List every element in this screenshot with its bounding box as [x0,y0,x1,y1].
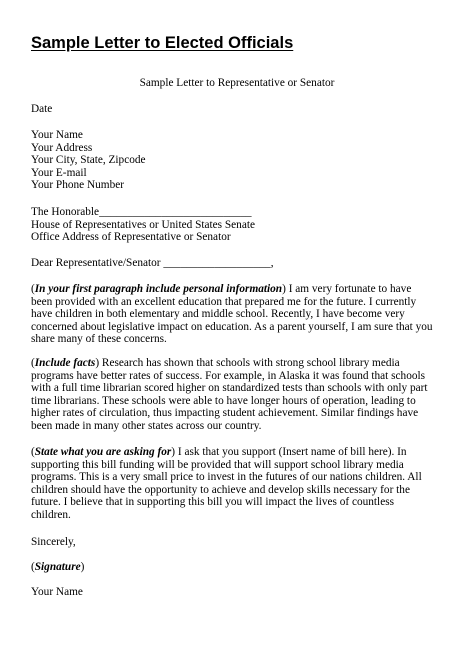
paragraph2-line: time librarians. These schools were able to have longer hours of operation, leading to [31,394,416,407]
sender-email: Your E-mail [31,166,87,179]
paragraph3-line: supporting this bill funding will be provided that will support school library media [31,458,404,471]
document-heading: Sample Letter to Elected Officials [31,34,294,52]
recipient-block [31,206,441,244]
recipient-honorable: The Honorable___________________________ [31,206,252,218]
paragraph1-tag: In your first paragraph include personal information [34,283,283,295]
paragraph3-close-paren: ) [171,446,176,458]
paragraph1-line: concerned about legislative impact on education. As a parent yourself, I am sure that you [31,320,433,333]
paragraph2-line: Research has shown that schools with strong school library media [99,357,400,369]
closing-text: Sincerely, [31,536,76,548]
paragraph-personal-information [31,283,437,346]
paragraph3-open-paren: ( [31,446,35,458]
sender-block [31,129,441,192]
sender-address: Your Address [31,141,93,154]
paragraph3-line: I ask that you support (Insert name of bill here). In [175,446,407,458]
paragraph2-line: been made in many other states across our country. [31,419,262,432]
sender-phone: Your Phone Number [31,179,124,192]
paragraph2-line: higher rates of circulation, thus impacting student achievement. Similar findings have [31,407,419,420]
paragraph2-line: programs have better rates of success. For example, in Alaska it was found that schools [31,369,426,382]
sender-city-state-zip: Your City, State, Zipcode [31,154,146,167]
salutation-line [31,257,441,270]
paragraph3-line: programs. This is a very small price to invest in the futures of our nations children. All [31,471,422,484]
date-line [31,103,441,116]
paragraph3-line: future. I believe that in supporting this bill you will impact the lives of countless [31,496,395,509]
salutation-text: Dear Representative/Senator ___________________, [31,257,274,269]
closing-line [31,536,441,549]
paragraph1-line: I am very fortunate to have [285,283,412,295]
sender-name: Your Name [31,129,83,141]
paragraph1-close-paren: ) [282,283,286,295]
signature-open-paren: ( [31,561,35,573]
paragraph2-close-paren: ) [95,357,100,369]
paragraph3-line: children. [31,508,71,521]
paragraph1-line: been provided with an excellent education that prepared me for the future. I currently [31,295,417,308]
paragraph2-line: with a full time librarian scored higher on standardized tests than schools with only part [31,382,428,395]
signature-tag: Signature [34,561,81,573]
signature-line [31,561,441,574]
paragraph3-tag: State what you are asking for [34,446,172,458]
paragraph1-line: have children in both elementary and middle school. Recently, I have become very [31,308,405,321]
paragraph1-line: share many of these concerns. [31,333,167,346]
signer-name: Your Name [31,586,83,598]
recipient-house: House of Representatives or United States Senate [31,218,255,231]
paragraph1-open-paren: ( [31,283,35,295]
paragraph-request [31,446,437,522]
recipient-office-address: Office Address of Representative or Senator [31,231,231,244]
paragraph2-open-paren: ( [31,357,35,369]
document-subtitle: Sample Letter to Representative or Senator [139,77,335,89]
paragraph3-line: children should have the opportunity to achieve and develop skills necessary for the [31,483,410,496]
paragraph-facts [31,357,437,433]
paragraph2-tag: Include facts [34,357,96,369]
signer-line [31,586,441,599]
date-text: Date [31,103,53,115]
signature-close-paren: ) [80,561,85,573]
